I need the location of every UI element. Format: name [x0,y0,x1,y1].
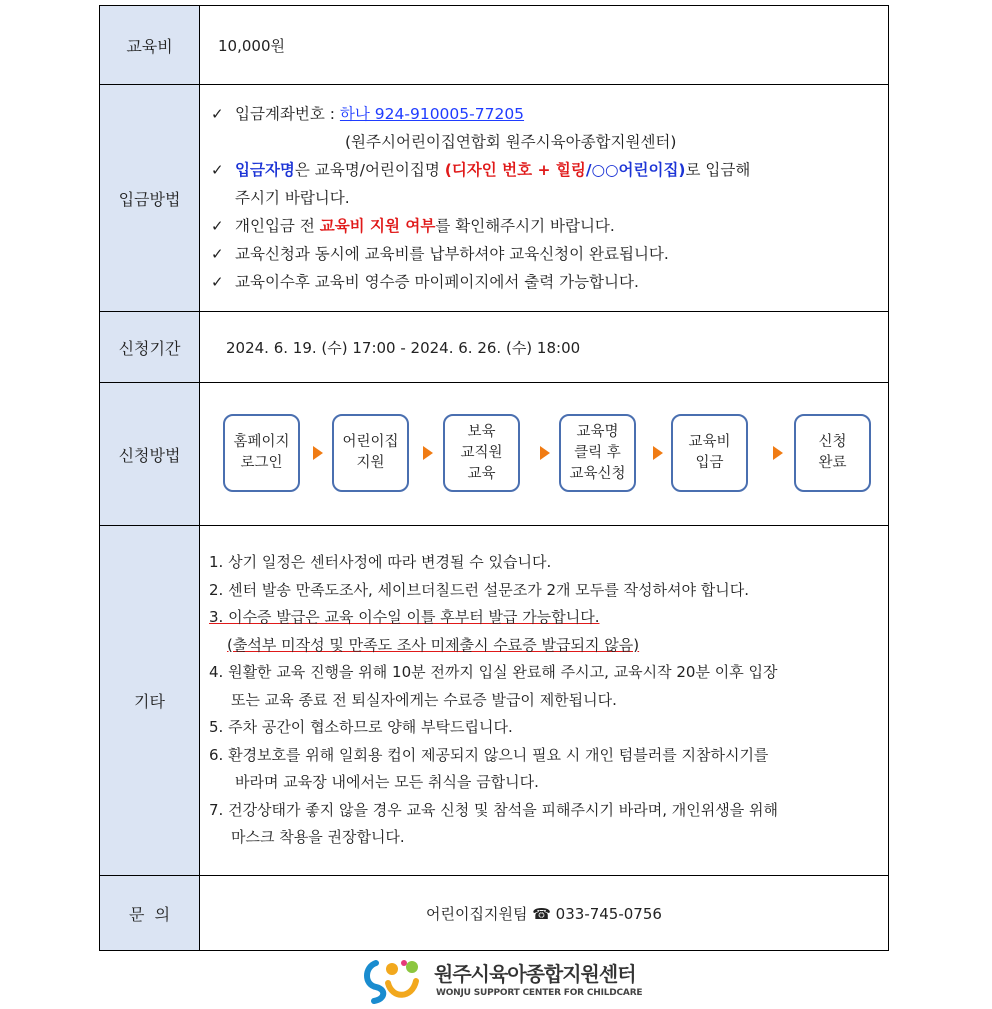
center-name-english: WONJU SUPPORT CENTER FOR CHILDCARE [436,988,643,998]
account-holder: (원주시어린이집연합회 원주시육아종합지원센터) [345,133,677,151]
info-table [99,5,889,951]
step-daycare-support: 어린이집 지원 [332,414,409,492]
payment-label: 입금방법 [100,85,200,312]
row-payment [100,85,889,312]
payment-item-receipt: ✓ 교육이수후 교육비 영수증 마이페이지에서 출력 가능합니다. [209,268,877,296]
method-label: 신청방법 [100,383,200,526]
arrow-icon [653,446,663,460]
check-icon: ✓ [211,273,224,291]
fee-label: 교육비 [100,6,200,85]
row-method [100,383,889,526]
payment-item-depositor: ✓ 입금자명은 교육명/어린이집명 (디자인 번호 + 힐링/○○어린이집)로 입금해 주시기 바랍니다. [209,156,877,212]
arrow-icon [773,446,783,460]
step-course-apply: 교육명 클릭 후 교육신청 [559,414,636,492]
contact-label: 문 의 [100,876,200,951]
step-homepage-login: 홈페이지 로그인 [223,414,300,492]
check-icon: ✓ [211,245,224,263]
step-complete: 신청 완료 [794,414,871,492]
etc-item-6: 6. 환경보호를 위해 일회용 컵이 제공되지 않으니 필요 시 개인 텀블러를 지참하시기를 바라며 교육장 내에서는 모든 취식을 금합니다. [209,745,769,792]
contact-value: 어린이집지원팀 ☎ 033-745-0756 [200,876,889,951]
payment-item-personal: ✓ 개인입금 전 교육비 지원 여부를 확인해주시기 바랍니다. [209,212,877,240]
check-icon: ✓ [211,217,224,235]
period-value: 2024. 6. 19. (수) 17:00 - 2024. 6. 26. (수) 18:00 [200,312,889,383]
etc-item-2: 2. 센터 발송 만족도조사, 세이브더칠드런 설문조가 2개 모두를 작성하셔야 합니다. [209,580,749,599]
payment-item-complete: ✓ 교육신청과 동시에 교육비를 납부하셔야 교육신청이 완료됩니다. [209,240,877,268]
arrow-icon [423,446,433,460]
step-staff-education: 보육 교직원 교육 [443,414,520,492]
step-fee-payment: 교육비 입금 [671,414,748,492]
fee-value: 10,000원 [200,6,889,85]
etc-item-5: 5. 주차 공간이 협소하므로 양해 부탁드립니다. [209,718,513,737]
account-number: 하나 924-910005-77205 [339,105,525,123]
etc-item-7: 7. 건강상태가 좋지 않을 경우 교육 신청 및 참석을 피해주시기 바라며, 개인위생을 위해 마스크 착용을 권장합니다. [209,800,778,847]
row-fee [100,6,889,85]
row-period [100,312,889,383]
etc-item-3: 3. 이수증 발급은 교육 이수일 이틀 후부터 발급 가능합니다. (출석부 미작성 및 만족도 조사 미제출시 수료증 발급되지 않음) [209,608,640,654]
arrow-icon [540,446,550,460]
etc-item-1: 1. 상기 일정은 센터사정에 따라 변경될 수 있습니다. [209,553,552,572]
payment-list [201,86,887,310]
etc-label: 기타 [100,526,200,876]
arrow-icon [313,446,323,460]
row-contact [100,876,889,951]
method-flow [201,384,887,524]
check-icon: ✓ [211,161,224,179]
check-icon: ✓ [211,105,224,123]
center-name-korean: 원주시육아종합지원센터 [434,962,636,986]
period-label: 신청기간 [100,312,200,383]
etc-item-4: 4. 원활한 교육 진행을 위해 10분 전까지 입실 완료해 주시고, 교육시작 20분 이후 입장 또는 교육 종료 전 퇴실자에게는 수료증 발급이 제한됩니다. [209,663,778,709]
payment-item-account: ✓ 입금계좌번호 : 하나 924-910005-77205 (원주시어린이집연합회 원주시육아종합지원센터) [209,100,877,156]
etc-list [201,527,887,874]
row-etc [100,526,889,876]
